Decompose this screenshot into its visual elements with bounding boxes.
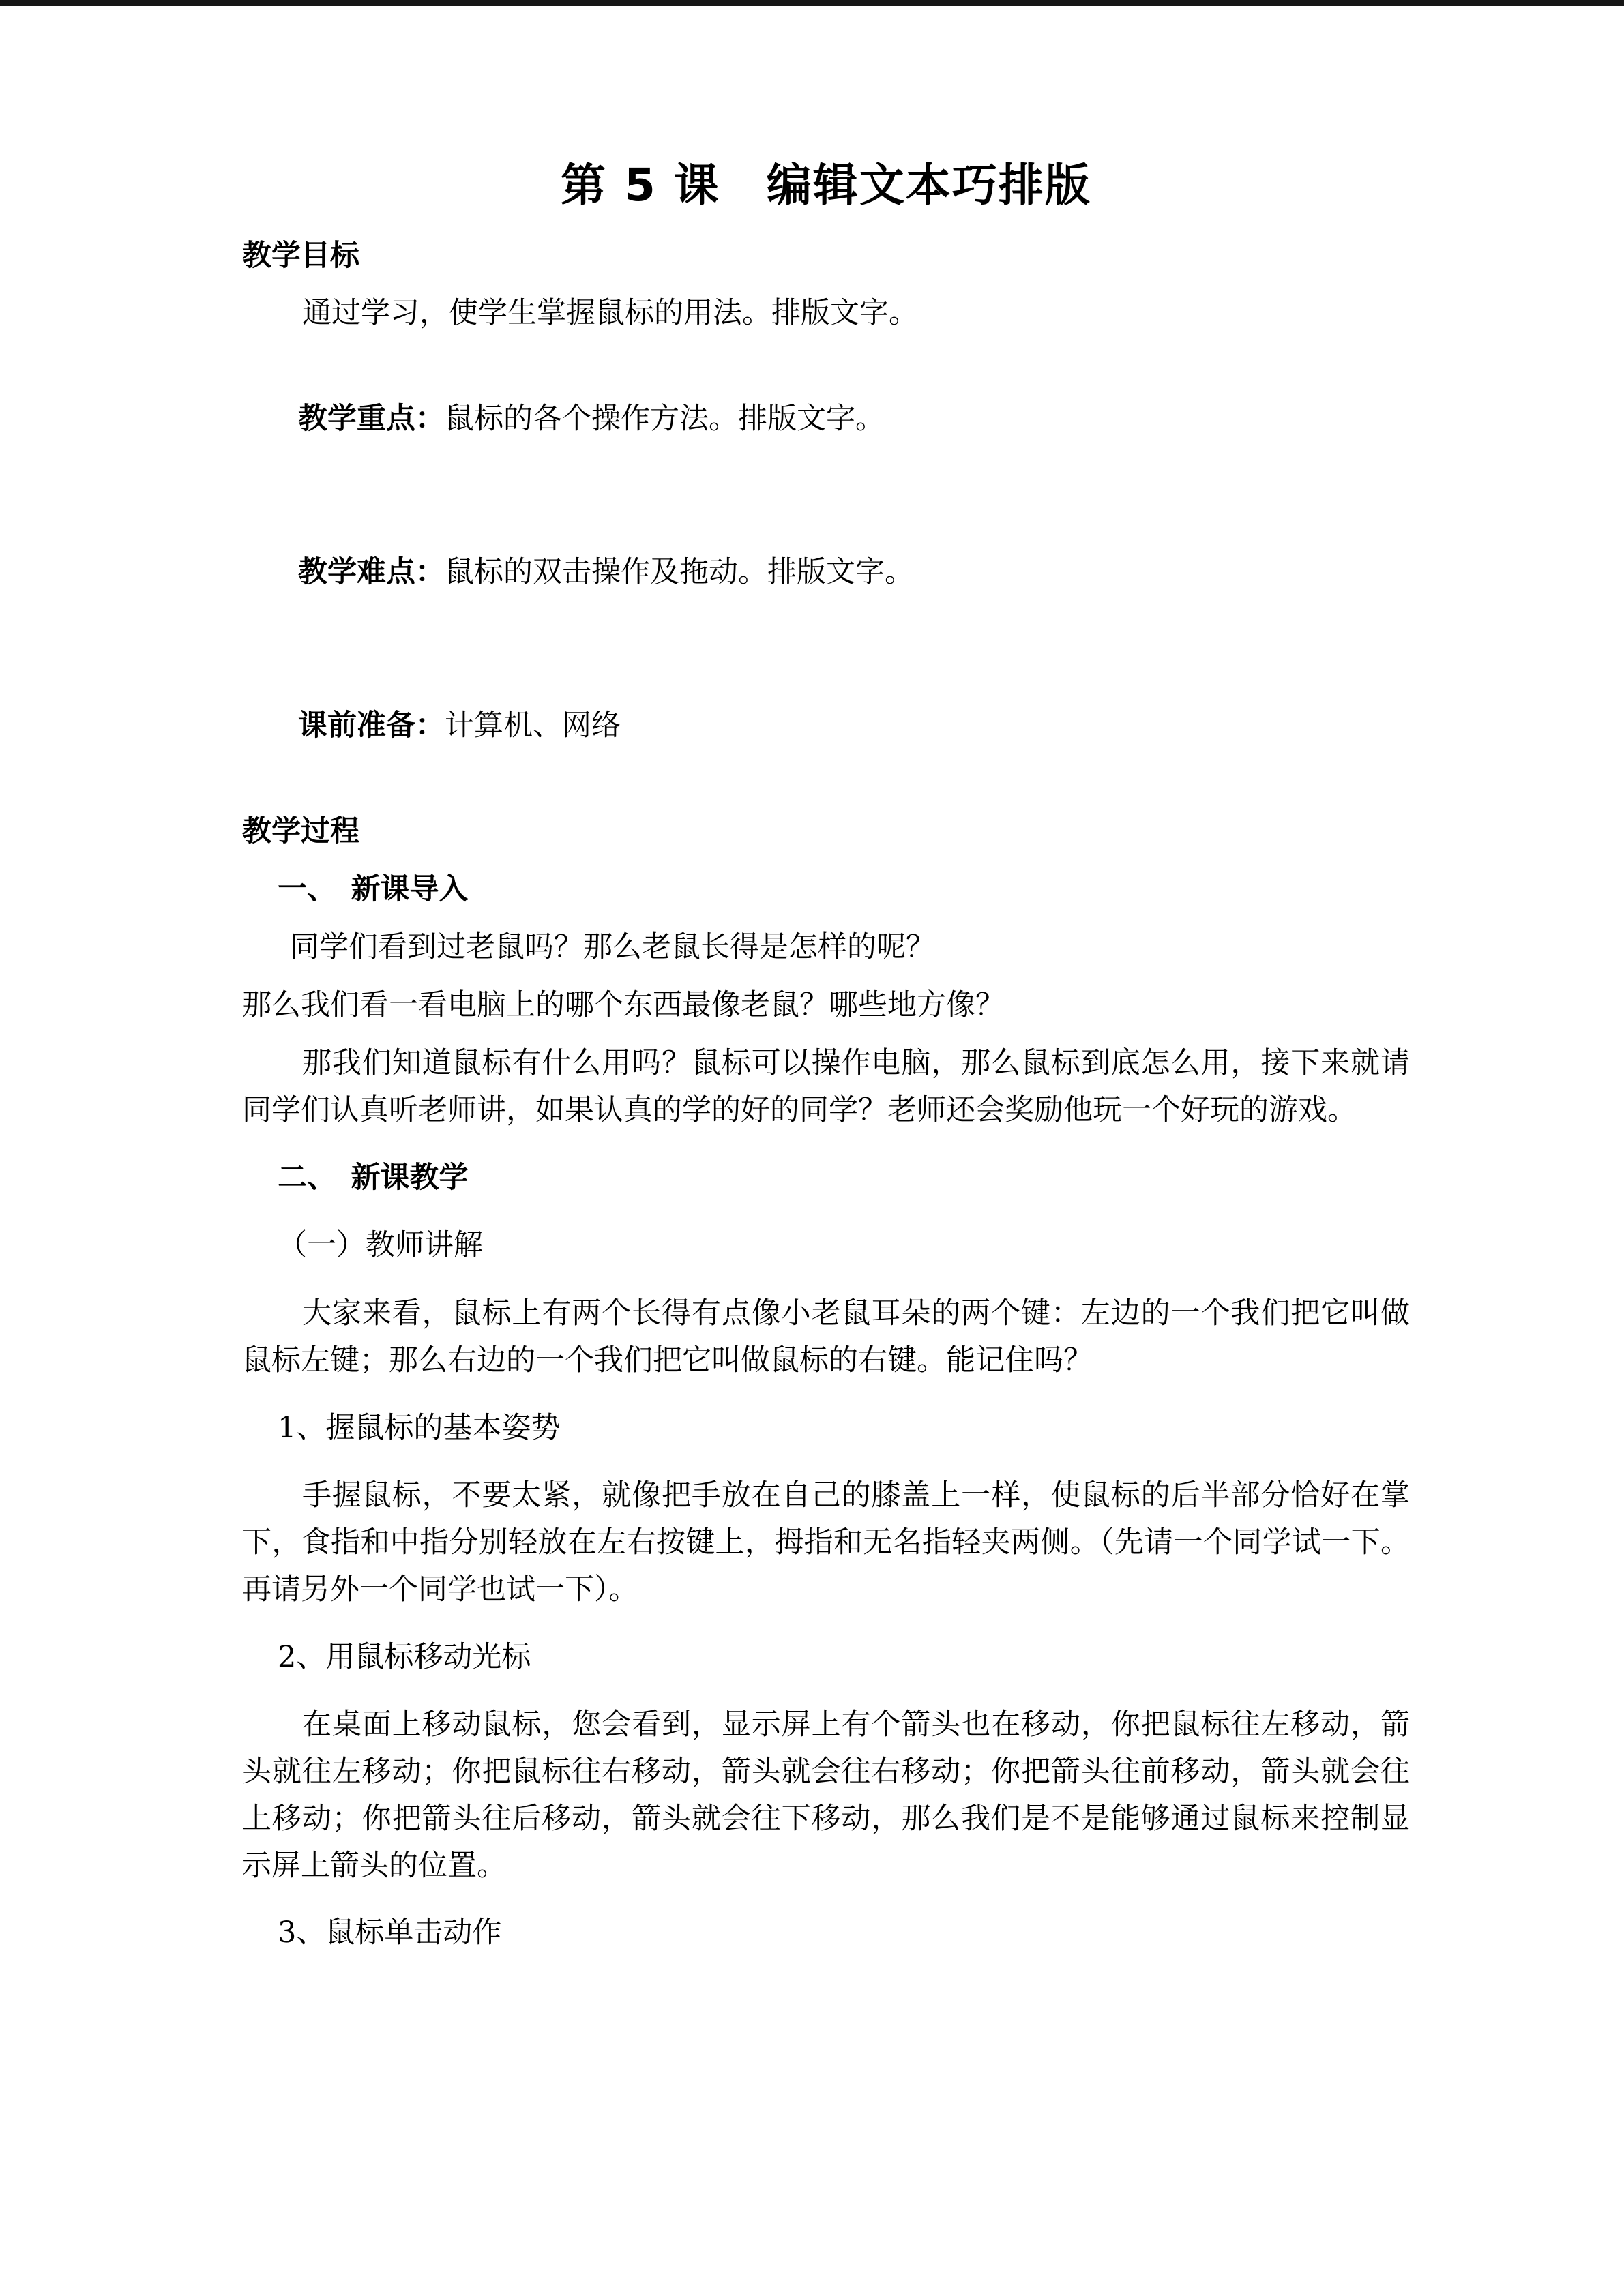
spacer <box>242 855 1410 866</box>
spacer <box>242 1134 1410 1154</box>
key-point-line <box>242 348 1410 490</box>
preparation-line <box>242 655 1410 797</box>
intro-question-2: 那么我们看一看电脑上的哪个东西最像老鼠？哪些地方像？ <box>242 988 1005 1023</box>
item-1-heading: 1、握鼠标的基本姿势 <box>278 1410 561 1445</box>
intro-paragraph: 那我们知道鼠标有什么用吗？鼠标可以操作电脑，那么鼠标到底怎么用，接下来就请同学们认真听老师讲，如果认真的学的好的同学？老师还会奖励他玩一个好玩的游戏。 <box>242 1046 1410 1127</box>
spacer <box>242 1889 1410 1909</box>
teacher-explain-paragraph: 大家来看，鼠标上有两个长得有点像小老鼠耳朵的两个键：左边的一个我们把它叫做鼠标左键；那么右边的一个我们把它叫做鼠标的右键。能记住吗？ <box>242 1296 1410 1377</box>
spacer <box>242 279 1410 290</box>
subsection-heading-part-two: 二、 新课教学 <box>278 1160 469 1195</box>
spacer <box>242 1270 1410 1290</box>
preparation-text: 计算机、网络 <box>445 708 621 743</box>
difficulty-text: 鼠标的双击操作及拖动。排版文字。 <box>445 554 915 589</box>
document-body <box>242 158 1410 1957</box>
item-3-heading: 3、鼠标单击动作 <box>278 1915 502 1950</box>
item-2-heading: 2、用鼠标移动光标 <box>278 1639 531 1674</box>
section-heading-objective: 教学目标 <box>242 238 359 273</box>
item-2-paragraph: 在桌面上移动鼠标，您会看到，显示屏上有个箭头也在移动，你把鼠标往左移动，箭头就往左移动；你把鼠标往右移动，箭头就会往右移动；你把箭头往前移动，箭头就会往上移动；你把箭头往后移动，箭头就会往下移动，那么我们是不是能够通过鼠标来控制显示屏上箭头的位置。 <box>242 1708 1410 1883</box>
spacer <box>242 913 1410 924</box>
spacer <box>242 644 1410 655</box>
spacer <box>242 1202 1410 1222</box>
scan-edge-artifact <box>0 0 1624 6</box>
teacher-explain-heading: （一）教师讲解 <box>278 1228 483 1263</box>
spacer <box>242 797 1410 808</box>
item-1-paragraph: 手握鼠标，不要太紧，就像把手放在自己的膝盖上一样，使鼠标的后半部分恰好在掌下，食指和中指分别轻放在左右按键上，拇指和无名指轻夹两侧。（先请一个同学试一下。再请另外一个同学也试一下）。 <box>242 1478 1410 1607</box>
section-heading-process: 教学过程 <box>242 814 359 849</box>
page-title: 第 5 课 编辑文本巧排版 <box>561 159 1091 211</box>
spacer <box>242 1029 1410 1040</box>
key-point-text: 鼠标的各个操作方法。排版文字。 <box>445 401 885 436</box>
objective-text: 通过学习，使学生掌握鼠标的用法。排版文字。 <box>302 296 918 331</box>
spacer <box>242 1384 1410 1405</box>
subsection-heading-part-one: 一、 新课导入 <box>278 871 469 906</box>
spacer <box>242 1452 1410 1472</box>
difficulty-line <box>242 501 1410 644</box>
spacer <box>242 490 1410 501</box>
spacer <box>242 1613 1410 1634</box>
spacer <box>242 1681 1410 1701</box>
spacer <box>242 971 1410 982</box>
intro-question-1: 同学们看到过老鼠吗？那么老鼠长得是怎样的呢？ <box>290 930 935 965</box>
difficulty-label: 教学难点： <box>298 554 445 589</box>
key-point-label: 教学重点： <box>298 401 445 436</box>
spacer <box>242 337 1410 348</box>
preparation-label: 课前准备： <box>298 708 445 743</box>
